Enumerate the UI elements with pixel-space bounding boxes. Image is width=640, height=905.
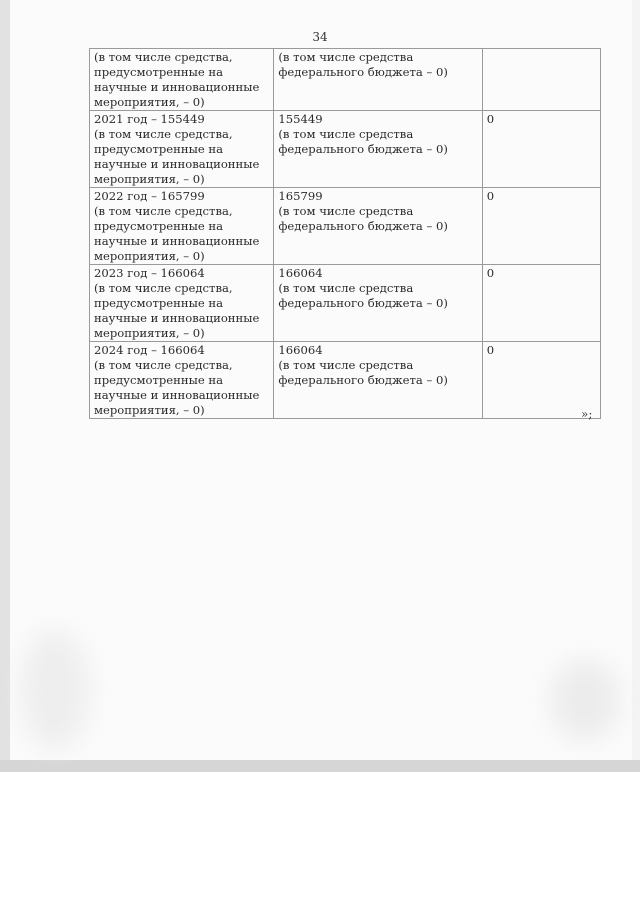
cell-text-line: (в том числе средства [278,281,414,295]
cell-text-line [487,50,595,65]
closing-quote-mark: »; [581,407,593,421]
table-row [90,188,601,265]
cell-text-line: предусмотренные на [94,142,224,156]
cell-text-line: предусмотренные на [94,65,224,79]
funding-table-body [90,49,601,419]
table-cell-col2 [274,111,482,188]
cell-text-line: 2021 год – 155449 [94,112,205,126]
cell-text-line: 0 [486,343,495,357]
cell-text-line: (в том числе средства, [94,281,233,295]
table-row [90,49,601,111]
scan-edge-shadow [0,0,10,772]
cell-text-line: (в том числе средства, [94,50,233,64]
cell-text-line: научные и инновационные [94,157,260,171]
cell-text-line: федерального бюджета – 0) [278,296,448,310]
funding-table [89,48,601,419]
table-row [90,111,601,188]
scan-smudge [20,630,90,750]
cell-text-line: (в том числе средства, [94,358,233,372]
cell-text-line: 155449 [278,112,323,126]
cell-text-line: федерального бюджета – 0) [278,65,448,79]
cell-text-line: научные и инновационные [94,234,260,248]
scan-smudge [550,660,620,740]
cell-text-line: научные и инновационные [94,388,260,402]
table-cell-col3 [482,188,600,265]
cell-text-line: мероприятия, – 0) [94,403,205,417]
cell-text-line: (в том числе средства [278,358,414,372]
table-cell-col3 [482,265,600,342]
cell-text-line: федерального бюджета – 0) [278,373,448,387]
cell-text-line: 166064 [278,266,323,280]
table-cell-col1 [90,49,274,111]
table-cell-col1 [90,265,274,342]
table-cell-col1 [90,188,274,265]
table-cell-col3 [482,111,600,188]
cell-text-line: предусмотренные на [94,373,224,387]
cell-text-line: 166064 [278,343,323,357]
cell-text-line: научные и инновационные [94,311,260,325]
cell-text-line: предусмотренные на [94,296,224,310]
cell-text-line: предусмотренные на [94,219,224,233]
cell-text-line: 0 [486,189,495,203]
cell-text-line: (в том числе средства [278,127,414,141]
cell-text-line: (в том числе средства, [94,127,233,141]
cell-text-line: мероприятия, – 0) [94,172,205,186]
cell-text-line: (в том числе средства [278,50,414,64]
cell-text-line: 0 [486,266,495,280]
table-cell-col2 [274,188,482,265]
cell-text-line: 2023 год – 166064 [94,266,205,280]
table-cell-col1 [90,342,274,419]
cell-text-line: (в том числе средства [278,204,414,218]
cell-text-line: федерального бюджета – 0) [278,219,448,233]
page-number: 34 [312,30,328,44]
table-row [90,342,601,419]
cell-text-line: федерального бюджета – 0) [278,142,448,156]
cell-text-line: 2022 год – 165799 [94,189,205,203]
cell-text-line: мероприятия, – 0) [94,249,205,263]
cell-text-line: (в том числе средства, [94,204,233,218]
table-cell-col1 [90,111,274,188]
table-cell-col3 [482,49,600,111]
scan-bottom-shadow [0,760,640,772]
table-row [90,265,601,342]
table-cell-col2 [274,49,482,111]
cell-text-line: 165799 [278,189,323,203]
cell-text-line: мероприятия, – 0) [94,95,205,109]
cell-text-line: 2024 год – 166064 [94,343,205,357]
table-cell-col2 [274,265,482,342]
table-cell-col2 [274,342,482,419]
cell-text-line: научные и инновационные [94,80,260,94]
cell-text-line: 0 [486,112,495,126]
cell-text-line: мероприятия, – 0) [94,326,205,340]
